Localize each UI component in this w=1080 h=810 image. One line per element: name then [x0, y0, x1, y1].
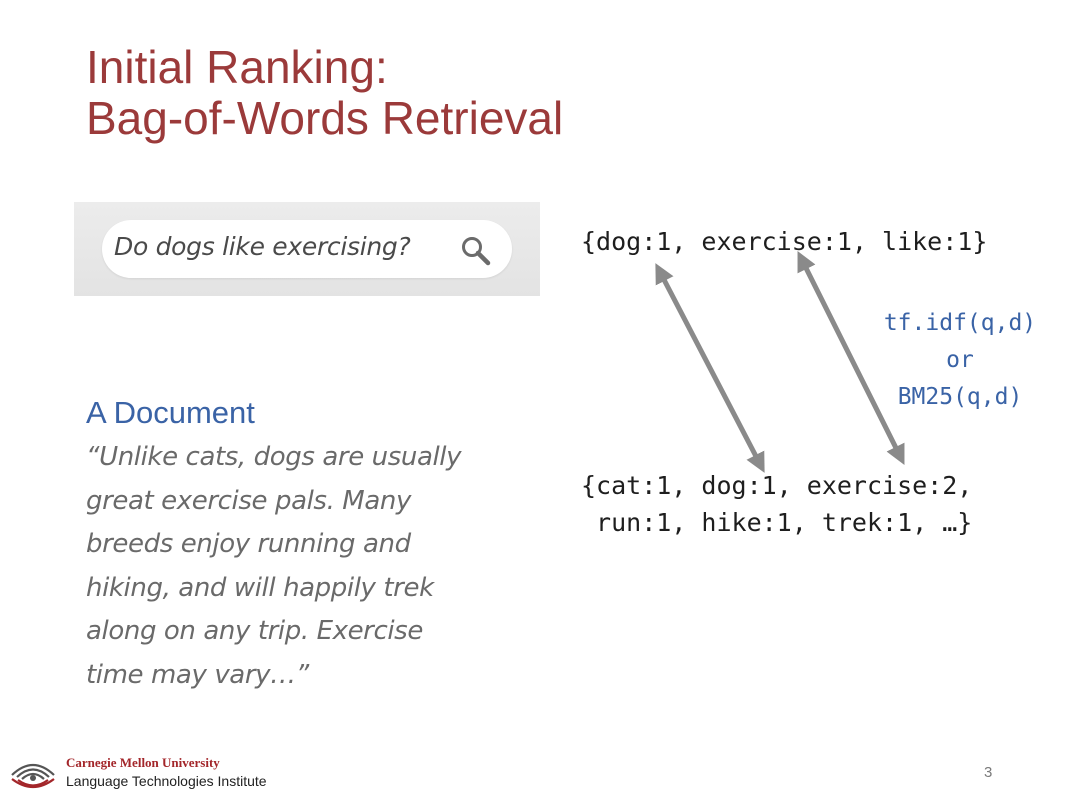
document-line: great exercise pals. Many	[86, 485, 411, 516]
university-name: Carnegie Mellon University	[66, 755, 220, 770]
document-text	[86, 436, 546, 697]
document-vector-line-1: {cat:1, dog:1, exercise:2,	[581, 471, 973, 500]
document-line: hiking, and will happily trek	[86, 572, 434, 603]
document-line: “Unlike cats, dogs are usually	[86, 442, 462, 472]
document-line: time may vary…”	[86, 659, 309, 690]
arrow-dog-match	[660, 272, 760, 464]
scoring-tfidf: tf.idf(q,d)	[883, 310, 1037, 336]
search-query-text: Do dogs like exercising?	[114, 232, 411, 261]
query-vector: {dog:1, exercise:1, like:1}	[581, 227, 988, 256]
scoring-or: or	[946, 347, 974, 373]
page-number: 3	[984, 764, 993, 781]
scoring-bm25: BM25(q,d)	[897, 384, 1023, 410]
document-heading: A Document	[86, 395, 255, 430]
document-vector-line-2: run:1, hike:1, trek:1, …}	[581, 508, 973, 537]
cmu-logo-icon	[8, 749, 58, 795]
document-line: along on any trip. Exercise	[86, 616, 423, 646]
institute-name: Language Technologies Institute	[66, 773, 267, 789]
arrow-exercise-match	[802, 260, 900, 456]
slide-title-line-2: Bag-of-Words Retrieval	[86, 92, 564, 144]
document-line: breeds enjoy running and	[86, 529, 411, 559]
slide-title-line-1: Initial Ranking:	[86, 41, 388, 93]
